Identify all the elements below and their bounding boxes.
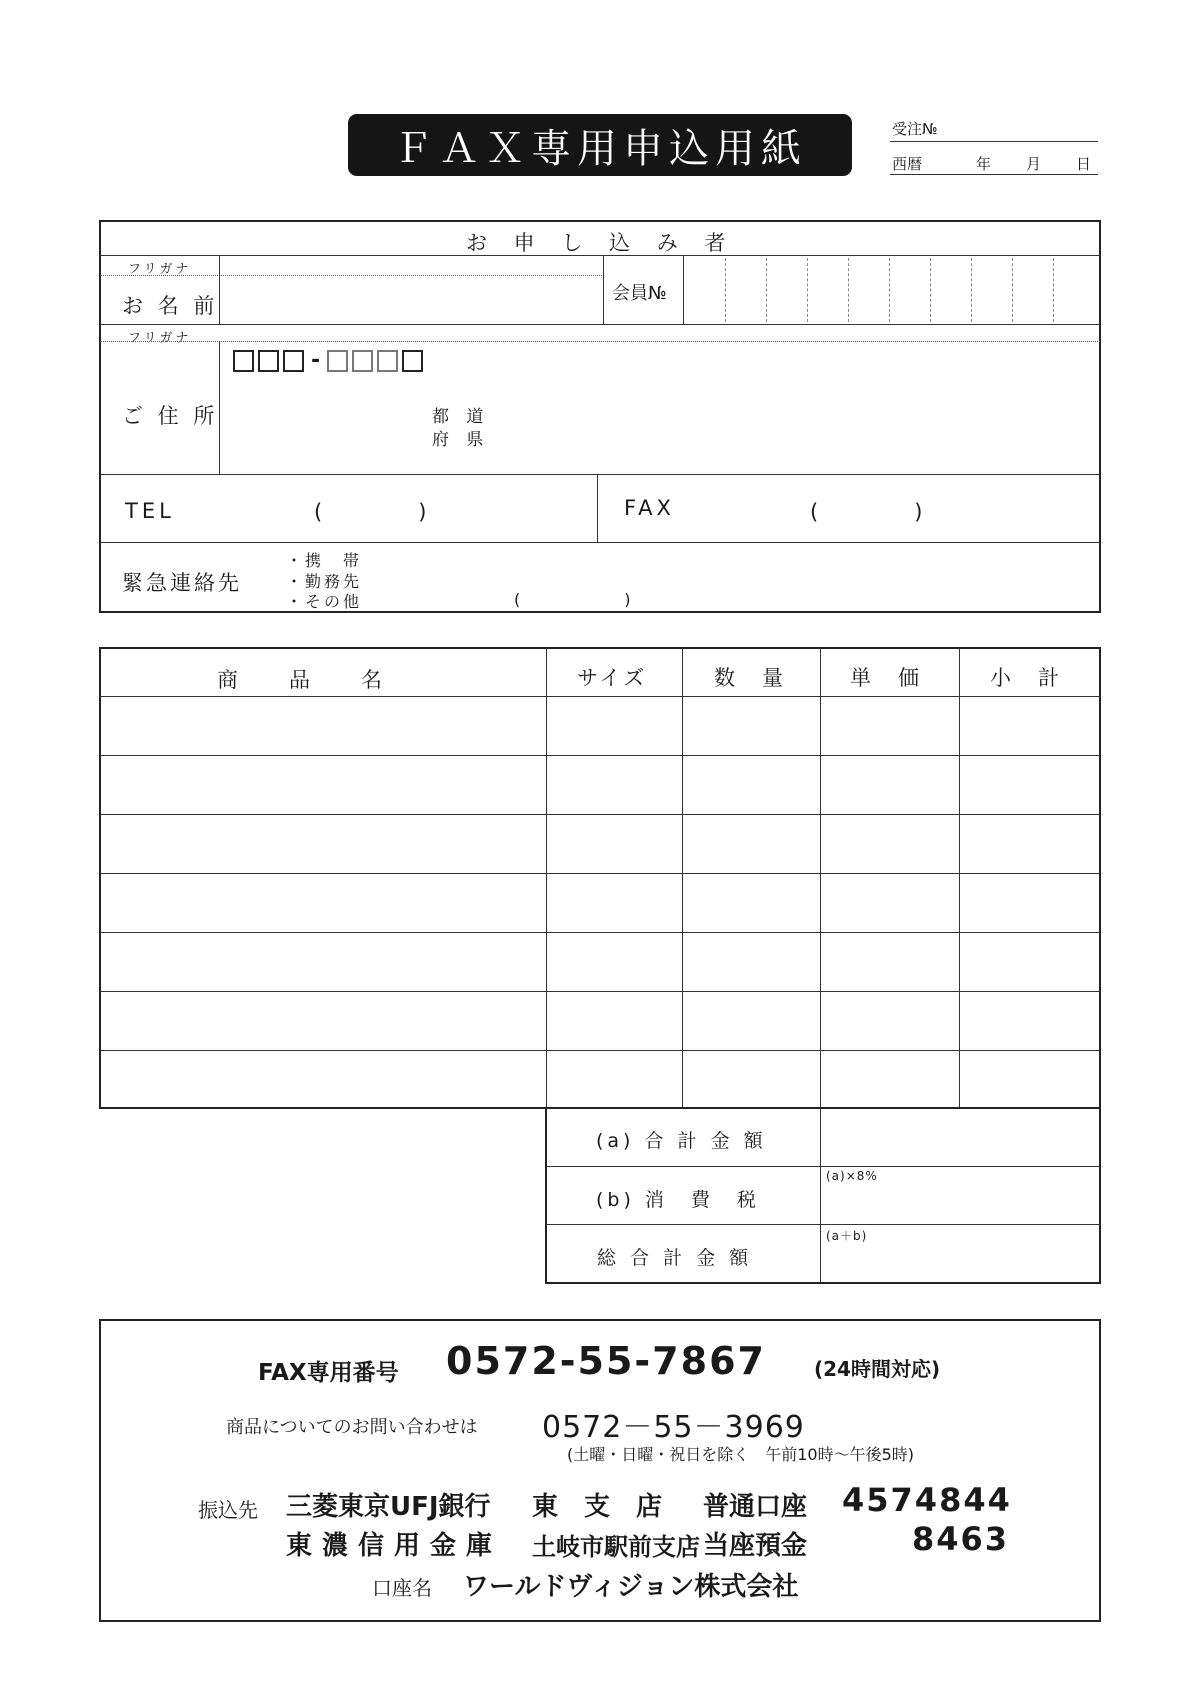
inquiry-number: 0572－55－3969 bbox=[542, 1410, 805, 1445]
col-header-quantity: 数 量 bbox=[714, 666, 786, 690]
consumption-tax-label: (b) 消 費 税 bbox=[596, 1189, 760, 1211]
todofuken-top: 都 道 bbox=[432, 407, 490, 427]
applicant-section-title: お 申 し 込 み 者 bbox=[466, 231, 736, 255]
row-divider bbox=[100, 696, 1100, 697]
postal-code-digit[interactable] bbox=[402, 350, 423, 372]
order-no-line bbox=[890, 141, 1098, 142]
postal-code-digit[interactable] bbox=[377, 350, 398, 372]
row-divider bbox=[100, 755, 1100, 756]
name-label: お 名 前 bbox=[122, 294, 219, 318]
col-header-unit-price: 単 価 bbox=[850, 666, 922, 690]
digit-divider bbox=[1053, 258, 1054, 322]
total-amount-field[interactable] bbox=[822, 1109, 1099, 1165]
divider bbox=[100, 474, 1100, 475]
divider bbox=[603, 255, 604, 324]
address-label: ご 住 所 bbox=[122, 404, 219, 428]
row-divider bbox=[100, 1050, 1100, 1051]
table-row[interactable] bbox=[101, 757, 1099, 813]
form-title: ＦＡＸ専用申込用紙 bbox=[348, 114, 852, 176]
date-day-label: 日 bbox=[1076, 155, 1092, 173]
postal-code-digit[interactable] bbox=[352, 350, 373, 372]
row-divider bbox=[100, 873, 1100, 874]
fax-label: FAX bbox=[624, 496, 675, 520]
furigana-label: フリガナ bbox=[128, 331, 192, 346]
total-amount-label: (a) 合 計 金 額 bbox=[596, 1130, 767, 1152]
postal-code-digit[interactable] bbox=[327, 350, 348, 372]
grand-total-label: 総 合 計 金 額 bbox=[597, 1247, 753, 1269]
row-divider bbox=[100, 814, 1100, 815]
digit-divider bbox=[848, 258, 849, 322]
postal-code-dash: - bbox=[311, 348, 321, 373]
order-no-label: 受注№ bbox=[892, 120, 938, 138]
table-row[interactable] bbox=[101, 816, 1099, 872]
inquiry-label: 商品についてのお問い合わせは bbox=[226, 1417, 478, 1438]
divider bbox=[219, 341, 220, 475]
member-no-field[interactable] bbox=[684, 256, 1099, 323]
postal-code-digit[interactable] bbox=[233, 350, 254, 372]
bank2-branch: 土岐市駅前支店 bbox=[532, 1533, 700, 1561]
date-year-label: 年 bbox=[976, 155, 992, 173]
row-divider bbox=[546, 1166, 1100, 1167]
column-divider bbox=[820, 1108, 821, 1283]
fax-field[interactable] bbox=[690, 478, 1090, 538]
postal-code-digit[interactable] bbox=[283, 350, 304, 372]
date-line bbox=[890, 174, 1098, 175]
table-row[interactable] bbox=[101, 934, 1099, 990]
bank1-branch: 東 支 店 bbox=[532, 1492, 663, 1522]
digit-divider bbox=[725, 258, 726, 322]
address-field[interactable] bbox=[500, 350, 1095, 470]
row-divider bbox=[100, 991, 1100, 992]
furigana-label: フリガナ bbox=[128, 262, 192, 277]
account-name-label: 口座名 bbox=[372, 1576, 432, 1600]
fax-number: 0572-55-7867 bbox=[446, 1339, 766, 1383]
emergency-other-parens: ( ) bbox=[514, 590, 645, 609]
consumption-tax-field[interactable] bbox=[822, 1184, 1099, 1223]
emergency-contact-label: 緊急連絡先 bbox=[122, 571, 242, 595]
member-no-label: 会員№ bbox=[612, 283, 667, 304]
grand-total-field[interactable] bbox=[822, 1242, 1099, 1282]
digit-divider bbox=[930, 258, 931, 322]
account-name: ワールドヴィジョン株式会社 bbox=[463, 1572, 799, 1602]
postal-code-digit[interactable] bbox=[258, 350, 279, 372]
bank1-account-type: 普通口座 bbox=[703, 1492, 808, 1522]
table-row[interactable] bbox=[101, 1052, 1099, 1108]
fax-hours: (24時間対応) bbox=[814, 1357, 941, 1381]
table-row[interactable] bbox=[101, 993, 1099, 1049]
col-header-subtotal: 小 計 bbox=[990, 666, 1062, 690]
bank2-name: 東濃信用金庫 bbox=[286, 1531, 503, 1561]
emergency-option-work[interactable]: ・勤務先 bbox=[286, 572, 363, 591]
divider bbox=[100, 542, 1100, 543]
tel-field[interactable] bbox=[200, 478, 590, 538]
bank1-name: 三菱東京UFJ銀行 bbox=[286, 1492, 491, 1522]
digit-divider bbox=[766, 258, 767, 322]
emergency-option-other[interactable]: ・その他 bbox=[286, 592, 363, 611]
table-row[interactable] bbox=[101, 698, 1099, 754]
tax-formula-note: (a)×8% bbox=[826, 1169, 878, 1183]
divider bbox=[597, 474, 598, 542]
emergency-option-mobile[interactable]: ・携 帯 bbox=[286, 551, 363, 570]
bank2-account-number: 8463 bbox=[912, 1520, 1010, 1558]
tel-label: TEL bbox=[125, 499, 175, 523]
bank1-account-number: 4574844 bbox=[842, 1481, 1012, 1519]
digit-divider bbox=[971, 258, 972, 322]
fax-number-label: FAX専用番号 bbox=[258, 1360, 399, 1386]
col-header-product: 商 品 名 bbox=[217, 668, 385, 692]
inquiry-hours: (土曜・日曜・祝日を除く 午前10時～午後5時) bbox=[567, 1445, 915, 1464]
transfer-label: 振込先 bbox=[198, 1498, 258, 1522]
digit-divider bbox=[1012, 258, 1013, 322]
row-divider bbox=[546, 1224, 1100, 1225]
grand-total-formula-note: (a＋b) bbox=[826, 1229, 868, 1243]
digit-divider bbox=[889, 258, 890, 322]
name-field[interactable] bbox=[220, 276, 602, 323]
fax-area-parens: ( ) bbox=[810, 500, 941, 524]
date-era-label: 西暦 bbox=[892, 155, 923, 173]
tel-area-parens: ( ) bbox=[314, 500, 445, 524]
todofuken-bottom: 府 県 bbox=[432, 430, 490, 450]
bank2-account-type: 当座預金 bbox=[703, 1531, 808, 1561]
digit-divider bbox=[807, 258, 808, 322]
table-row[interactable] bbox=[101, 875, 1099, 931]
furigana-divider bbox=[100, 341, 1100, 342]
divider bbox=[100, 324, 1100, 325]
row-divider bbox=[100, 932, 1100, 933]
col-header-size: サイズ bbox=[577, 666, 648, 690]
date-month-label: 月 bbox=[1026, 155, 1042, 173]
